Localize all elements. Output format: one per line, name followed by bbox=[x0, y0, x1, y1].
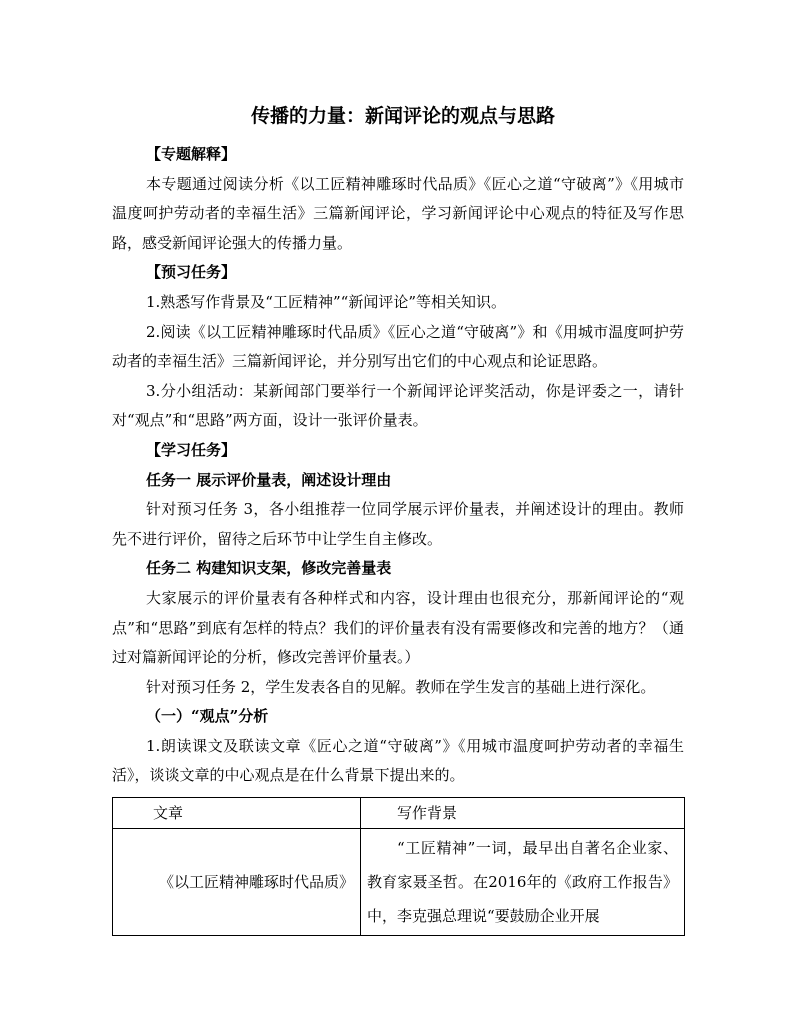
task2-paragraph-2: 针对预习任务 2，学生发表各自的见解。教师在学生发言的基础上进行深化。 bbox=[146, 677, 656, 696]
table-row bbox=[113, 829, 685, 936]
preview-item-2: 2.阅读《以工匠精神雕琢时代品质》《匠心之道“守破离”》和《用城市温度呵护劳动者的幸福生活》三篇新闻评论，并分别写出它们的中心观点和论证思路。 bbox=[112, 322, 684, 371]
preview-item-3: 3.分小组活动：某新闻部门要举行一个新闻评论评奖活动，你是评委之一，请针对“观点”和“思路”两方面，设计一张评价量表。 bbox=[112, 381, 684, 430]
learning-heading: 【学习任务】 bbox=[146, 440, 237, 459]
table-cell-article: 《以工匠精神雕琢时代品质》 bbox=[113, 829, 361, 936]
preview-heading: 【预习任务】 bbox=[146, 263, 237, 282]
topic-paragraph: 本专题通过阅读分析《以工匠精神雕琢时代品质》《匠心之道“守破离”》《用城市温度呵护劳动者的幸福生活》三篇新闻评论，学习新闻评论中心观点的特征及写作思路，感受新闻评论强大的传播力量。 bbox=[112, 174, 684, 252]
task1-heading: 任务一 展示评价量表，阐述设计理由 bbox=[146, 470, 392, 489]
table-header-background: 写作背景 bbox=[361, 798, 685, 829]
task1-paragraph: 针对预习任务 3，各小组推荐一位同学展示评价量表，并阐述设计的理由。教师先不进行评价，留待之后环节中让学生自主修改。 bbox=[112, 500, 684, 548]
preview-item-1: 1.熟悉写作背景及“工匠精神”“新闻评论”等相关知识。 bbox=[146, 292, 506, 311]
document-body bbox=[112, 104, 684, 936]
document-title: 传播的力量：新闻评论的观点与思路 bbox=[250, 105, 555, 127]
background-table bbox=[112, 797, 685, 936]
table-header-article: 文章 bbox=[113, 798, 361, 829]
subsection-heading: （一）“观点”分析 bbox=[146, 707, 269, 726]
table-header-row bbox=[113, 798, 685, 829]
task2-paragraph-1: 大家展示的评价量表有各种样式和内容，设计理由也很充分，那新闻评论的“观点”和“思路”到底有怎样的特点？我们的评价量表有没有需要修改和完善的地方？（通过对篇新闻评论的分析，修改完善评价量表。） bbox=[112, 588, 684, 667]
table-cell-background: “工匠精神”一词，最早出自著名企业家、教育家聂圣哲。在2016年的《政府工作报告》中，李克强总理说“要鼓励企业开展 bbox=[361, 829, 685, 936]
subsection-paragraph: 1.朗读课文及联读文章《匠心之道“守破离”》《用城市温度呵护劳动者的幸福生活》，谈谈文章的中心观点是在什么背景下提出来的。 bbox=[112, 736, 684, 785]
topic-heading: 【专题解释】 bbox=[146, 145, 237, 163]
task2-heading: 任务二 构建知识支架，修改完善量表 bbox=[146, 559, 392, 578]
